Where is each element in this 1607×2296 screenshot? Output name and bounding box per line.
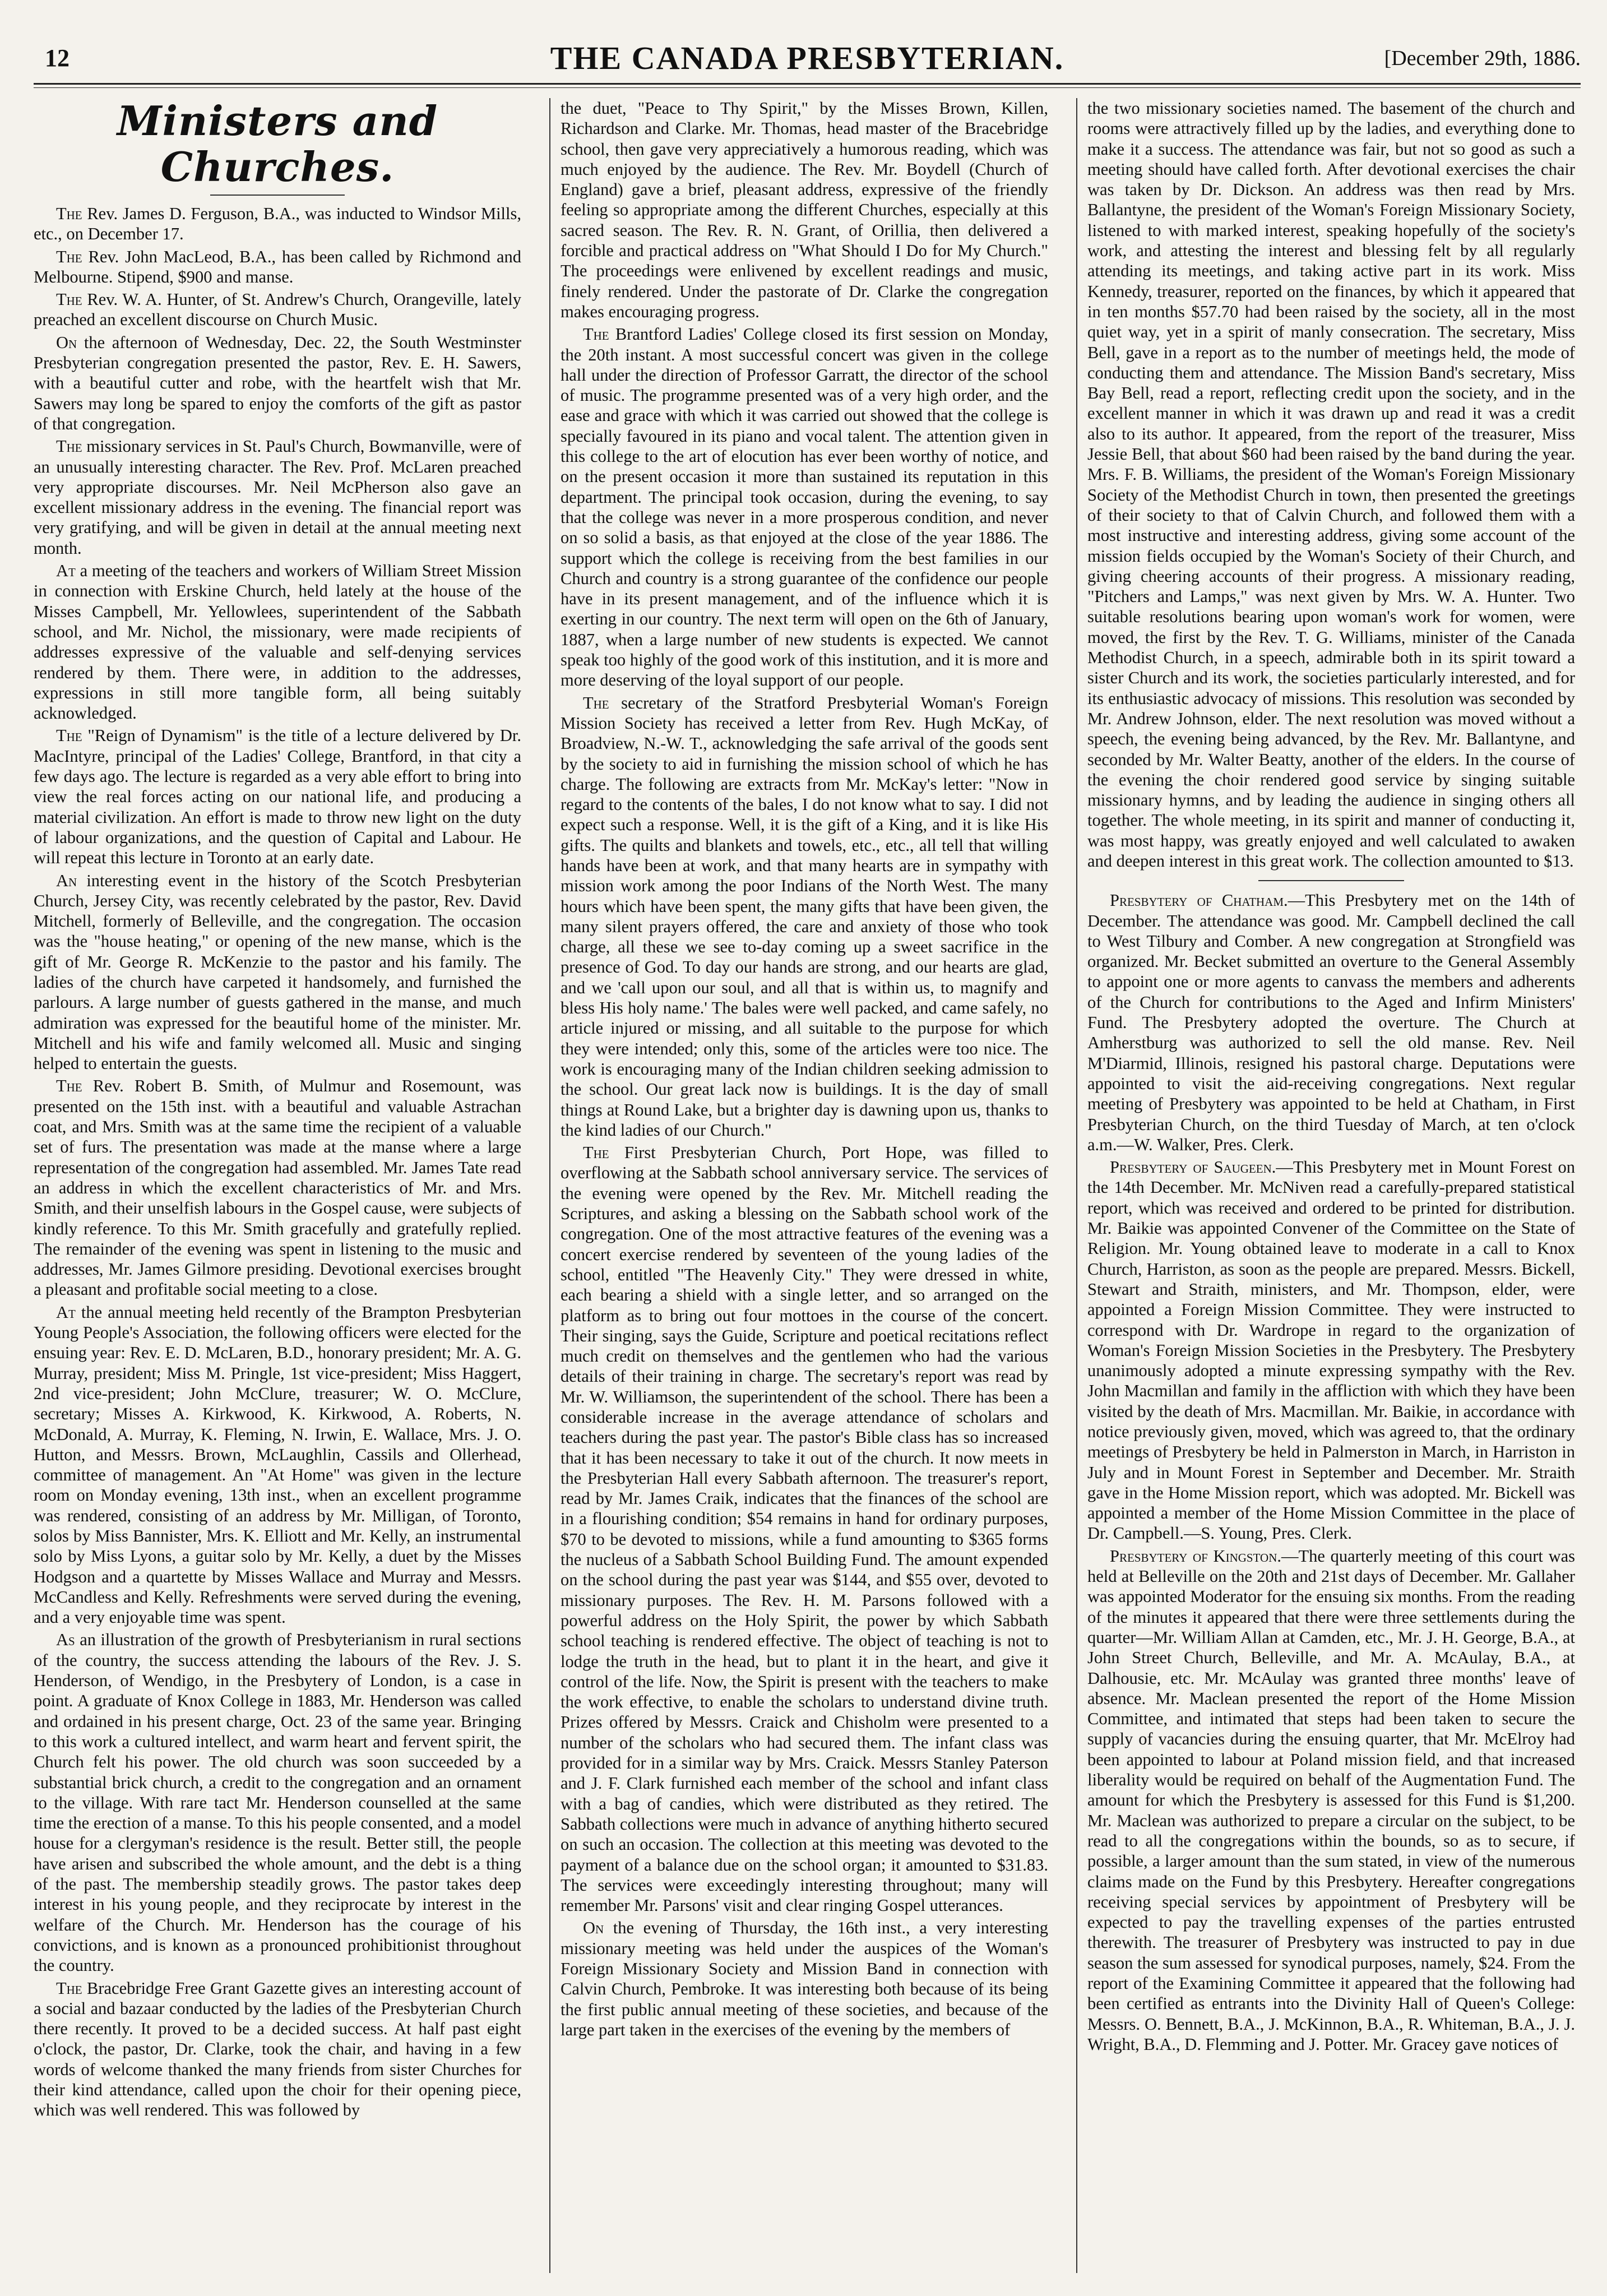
paragraph-text: the annual meeting held recently of the Brampton Presbyterian Young People's Association, the following officers were elected for the ensuing year: Rev. E. D. McLaren, B.D., honorary president; Mr. A. G. Murray, president; Miss M. Pringle, 1st vice-president; Miss Haggert, 2nd vice-president; John McClure, treasurer; W. O. McClure, secretary; Misses A. Kirkwood, K. Kirkwood, A. Roberts, N. McDonald, A. Murray, K. Fleming, N. Irwin, E. Wallace, Mrs. J. O. Hutton, and Messrs. Brown, McLaughlin, Cassils and Ollerhead, committee of management. An "At Home" was given in the lecture room on Monday evening, 13th inst., when an excellent programme was rendered, consisting of an address by Mr. Milligan, of Toronto, solos by Miss Bannister, Mrs. K. Elliott and Mr. Kelly, an instrumental solo by Miss Lyons, a guitar solo by Mr. Kelly, a duet by the Misses Hodgson and a quartette by Misses Wallace and Murray and Messrs. McCandless and Kelly. Refreshments were served during the evening, and a very enjoyable time was spent.: [34, 1302, 521, 1627]
paragraph-text: the duet, "Peace to Thy Spirit," by the Misses Brown, Killen, Richardson and Clarke. Mr. Thomas, head master of the Bracebridge school, then gave very appreciatively a humorous reading, which was much enjoyed by the audience. The Rev. Mr. Boydell (Church of England) gave a brief, pleasant address, expressive of the friendly feeling so appropriate among the different Churches, especially at this sacred season. The Rev. R. N. Grant, of Orillia, then delivered a forcible and practical address on "What Should I Do for My Church." The proceedings were enlivened by excellent readings and music, finely rendered. Under the pastorate of Dr. Clarke the congregation makes encouraging progress.: [561, 99, 1048, 321]
article-paragraph: [34, 247, 521, 288]
article-paragraph: [34, 871, 521, 1074]
paragraph-lead: The: [56, 437, 82, 456]
column-divider: [549, 98, 550, 2273]
article-paragraph: [1087, 98, 1575, 871]
article-paragraph: [34, 436, 521, 558]
column-2: [561, 98, 1048, 2273]
article-paragraph: [561, 1918, 1048, 2040]
paragraph-lead: At: [56, 1302, 76, 1322]
paragraph-lead: The: [56, 247, 82, 266]
paragraph-text: the afternoon of Wednesday, Dec. 22, the South Westminster Presbyterian congregation presented the pastor, Rev. E. H. Sawers, with a beautiful cutter and robe, with the heartfelt wish that Mr. Sawers may long be spared to enjoy the comforts of the gift as pastor of that congregation.: [34, 332, 521, 433]
column-divider: [1076, 98, 1077, 2273]
article-paragraph: [34, 1978, 521, 2121]
section-divider: [1258, 880, 1404, 881]
article-paragraph: [34, 1076, 521, 1299]
article-paragraph: [1087, 1157, 1575, 1544]
paragraph-lead: At: [56, 561, 76, 581]
article-paragraph: [1087, 890, 1575, 1155]
paragraph-lead: As: [56, 1630, 75, 1650]
paragraph-lead: The: [56, 1978, 82, 1998]
article-paragraph: [1087, 1546, 1575, 2054]
paragraph-lead: Presbytery of Saugeen.: [1110, 1158, 1276, 1177]
paragraph-text: Brantford Ladies' College closed its first session on Monday, the 20th instant. A most successful concert was given in the college hall under the direction of Professor Garratt, the director of the school of music. The programme presented was of a very high order, and the ease and grace with which it was carried out showed that the college is specially favoured in its piano and vocal talent. The attention given in this college to the art of elocution has ever been worthy of notice, and on the present occasion it more than sustained its reputation in this department. The principal took occasion, during the evening, to say that the college was never in a more prosperous condition, and never on so solid a basis, as that enjoyed at the close of the year 1886. The support which the college is receiving from the best families in our Church and country is a strong guarantee of the confidence our people have in its present management, and of the influence which it is exerting in our country. The next term will open on the 6th of January, 1887, when a large number of new students is expected. We cannot speak too highly of the good work of this institution, and it is more and more deserving of the loyal support of our people.: [561, 325, 1048, 690]
paragraph-lead: The: [56, 726, 82, 746]
paragraph-lead: The: [583, 325, 609, 344]
paragraph-lead: On: [56, 332, 77, 352]
paragraph-text: First Presbyterian Church, Port Hope, was filled to overflowing at the Sabbath school anniversary service. The services of the evening were opened by the Rev. Mr. Mitchell reading the Scriptures, and asking a blessing on the Sabbath school work of the congregation. One of the most attractive features of the evening was a concert exercise rendered by seventeen of the young ladies of the school, entitled "The Heavenly City." They were dressed in white, each bearing a shield with a single letter, and so arranged on the platform as to bring out four mottoes in the course of the concert. Their singing, says the Guide, Scripture and poetical recitations reflect much credit on themselves and the gentlemen who had the various details of their training in charge. The secretary's report was read by Mr. W. Williamson, the superintendent of the school. There has been a considerable increase in the average attendance of scholars and teachers during the past year. The pastor's Bible class has so increased that it has been necessary to take it out of the church. It now meets in the Presbyterian Hall every Sabbath afternoon. The treasurer's report, read by Mr. James Craik, indicates that the finances of the school are in a flourishing condition; $54 remains in hand for ordinary purposes, $70 to be devoted to missions, while a fund amounting to $365 forms the nucleus of a Sabbath School Building Fund. The amount expended on the school during the past year was $144, and $55 over, devoted to missionary purposes. The Rev. H. M. Parsons followed with a powerful address on the Holy Spirit, the power by which Sabbath school teaching is rendered effective. The object of teaching is not to lodge the truth in the head, but to plant it in the heart, and give it control of the life. Now, the Spirit is present with the teachers to make the work effective, to enable the scholars to understand divine truth. Prizes offered by Messrs. Craick and Chisholm were presented to a number of the scholars who had secured them. The infant class was provided for in a similar way by Mrs. Craick. Messrs Stanley Paterson and J. F. Clark furnished each member of the school and infant class with a bag of candies, which were distributed as they retired. The Sabbath collections were much in advance of anything hitherto secured on such an occasion. The collection at this meeting was devoted to the payment of a balance due on the school organ; it amounted to $31.83. The services were exceedingly interesting throughout; many will remember Mr. Parsons' visit and clear ringing Gospel utterances.: [561, 1143, 1048, 1915]
article-paragraph: [34, 561, 521, 723]
title-divider: [210, 195, 345, 196]
article-paragraph: [34, 1630, 521, 1975]
paragraph-lead: The: [583, 693, 609, 712]
issue-date: [December 29th, 1886.: [1384, 47, 1581, 70]
paragraph-lead: An: [56, 871, 77, 890]
paragraph-lead: The: [583, 1143, 609, 1163]
article-paragraph: [34, 203, 521, 244]
article-paragraph: [561, 1142, 1048, 1915]
article-paragraph: [34, 725, 521, 868]
paragraph-text: Bracebridge Free Grant Gazette gives an interesting account of a social and bazaar conducted by the ladies of the Presbyterian Church there recently. It proved to be a decided success. At half past eight o'clock, the pastor, Dr. Clarke, took the chair, and having in a few words of welcome thanked the many friends from sister Churches for their kind attendance, called upon the choir for their opening piece, which was well rendered. This was followed by: [34, 1978, 521, 2120]
paragraph-text: —The quarterly meeting of this court was held at Belleville on the 20th and 21st days of December. Mr. Gallaher was appointed Moderator for the ensuing six months. From the reading of the minutes it appeared that there were three settlements during the quarter—Mr. William Allan at Camden, etc., Mr. J. H. George, B.A., at John Street Church, Belleville, and Mr. A. McAulay, B.A., at Dalhousie, etc. Mr. McAulay was granted three months' leave of absence. Mr. Maclean presented the report of the Home Mission Committee, and intimated that steps had been taken to secure the supply of vacancies during the ensuing quarter, that Mr. McElroy had been appointed to labour at Poland mission field, and that increased liberality would be required on behalf of the Augmentation Fund. The amount for which the Presbytery is assessed for this Fund is $1,200. Mr. Maclean was authorized to prepare a circular on the subject, to be read to all the congregations within the bounds, so as to secure, if possible, a larger amount than the sum stated, in view of the numerous claims made on the Fund by this Presbytery. Hereafter congregations receiving special services by appointment of Presbytery will be expected to pay the travelling expenses of the parties entrusted therewith. The treasurer of Presbytery was instructed to pay in due season the sum assessed for synodical purposes, namely, $24. From the report of the Examining Committee it appeared that the following had been certified as entrants into the Divinity Hall of Queen's College: Messrs. O. Bennett, B.A., J. McKinnon, B.A., R. Whiteman, B.A., J. J. Wright, B.A., D. Flemming and J. Potter. Mr. Gracey gave notices of: [1087, 1546, 1575, 2054]
paragraph-lead: The: [56, 204, 82, 223]
paragraph-lead: The: [56, 1076, 82, 1096]
section-title: Ministers and Churches.: [117, 98, 438, 191]
header-rule-thin: [34, 87, 1581, 88]
article-paragraph: [34, 1302, 521, 1628]
paragraph-text: interesting event in the history of the Scotch Presbyterian Church, Jersey City, was recently celebrated by the pastor, Rev. David Mitchell, formerly of Belleville, and the congregation. The occasion was the "house heating," or opening of the new manse, which is the gift of Mr. George R. McKenzie to the pastor and his family. The ladies of the church have carpeted it handsomely, and furnished the parlours. A large number of guests gathered in the manse, and much admiration was expressed for the beautiful home of the minister. Mr. Mitchell and his wife and family welcomed all. Music and singing helped to entertain the guests.: [34, 871, 521, 1073]
article-paragraph: [34, 332, 521, 434]
paragraph-text: an illustration of the growth of Presbyterianism in rural sections of the country, the success attending the labours of the Rev. J. S. Henderson, of Wendigo, in the Presbytery of London, is a case in point. A graduate of Knox College in 1883, Mr. Henderson was called and ordained in his present charge, Oct. 23 of the same year. Bringing to this work a cultured intellect, and warm heart and fervent spirit, the Church felt his power. The old church was soon succeeded by a substantial brick church, a credit to the congregation and an ornament to the village. With rare tact Mr. Henderson counselled at the same time the erection of a manse. To this his people consented, and a model house for a clergyman's residence is the result. Better still, the people have arisen and subscribed the whole amount, and the debt is a thing of the past. The membership steadily grows. The pastor takes deep interest in his young people, and they reciprocate by interest in the welfare of the Church. Mr. Henderson has the courage of his convictions, and is known as a pronounced prohibitionist throughout the country.: [34, 1630, 521, 1975]
paragraph-lead: Presbytery of Kingston.: [1110, 1546, 1281, 1566]
paragraph-text: Rev. James D. Ferguson, B.A., was inducted to Windsor Mills, etc., on December 17.: [34, 204, 521, 244]
paragraph-text: "Reign of Dynamism" is the title of a lecture delivered by Dr. MacIntyre, principal of the Ladies' College, Brantford, in that city a few days ago. The lecture is regarded as a very able effort to bring into view the real forces acting on our national life, and producing a material civilization. An effort is made to throw new light on the duty of labour organizations, and the question of Capital and Labour. He will repeat this lecture in Toronto at an early date.: [34, 726, 521, 868]
paragraph-text: the two missionary societies named. The basement of the church and rooms were attractively filled up by the ladies, and everything done to make it a success. The attendance was fair, but not so good as such a meeting should have called forth. After devotional exercises the chair was taken by Dr. Dickson. An address was then read by Mrs. Ballantyne, the president of the Woman's Foreign Missionary Society, listened to with marked interest, speaking hopefully of the society's work, and attesting the interest and blessing felt by all regularly attending its meetings, and taking active part in its work. Miss Kennedy, treasurer, reported on the finances, by which it appeared that in ten months $57.70 had been raised by the society, all in the most quiet way, yet in a spirit of manly consecration. The secretary, Miss Bell, gave in a report as to the number of meetings held, the mode of conducting them and attendance. The Mission Band's secretary, Miss Bay Bell, read a report, reflecting credit upon the society, and in the excellent manner in which it was drawn up and read it was a credit also to its author. It appeared, from the report of the treasurer, Miss Jessie Bell, that about $60 had been raised by the band during the year. Mrs. F. B. Williams, the president of the Woman's Foreign Missionary Society of the Methodist Church in town, then presented the greetings of their society to that of Calvin Church, and followed them with a most instructive and interesting address, giving some account of the mission fields occupied by the Woman's Society of their Church, and giving cheering accounts of their progress. A missionary reading, "Pitchers and Lamps," was next given by Mrs. W. A. Hunter. Two suitable resolutions bearing upon woman's work for women, were moved, the first by the Rev. T. G. Williams, minister of the Canada Methodist Church, in a speech, admirable both in its spirit toward a sister Church and its work, the societies particularly interested, and for its enthusiastic advocacy of missions. This resolution was seconded by Mr. Andrew Johnson, elder. The next resolution was moved without a speech, the evening being advanced, by the Rev. Mr. Ballantyne, and seconded by Mr. Walter Beatty, another of the elders. In the course of the evening the choir rendered good service by singing suitable missionary hymns, and by leading the audience in singing others all together. The whole meeting, in its spirit and manner of conducting it, was most happy, was greatly enjoyed and well calculated to awaken and deepen interest in this great work. The collection amounted to $13.: [1087, 99, 1575, 871]
page-header: [34, 39, 1581, 78]
paragraph-text: —This Presbytery met in Mount Forest on the 14th December. Mr. McNiven read a carefully-prepared statistical report, which was received and ordered to be printed for distribution. Mr. Baikie was appointed Convener of the Committee on the State of Religion. Mr. Young obtained leave to moderate in a call to Knox Church, Harriston, as soon as the people are prepared. Messrs. Bickell, Stewart and Straith, ministers, and Mr. Thompson, elder, were appointed a Foreign Mission Committee. They were instructed to correspond with Dr. Wardrope in regard to the organization of Woman's Foreign Mission Societies in the Presbytery. The Presbytery unanimously adopted a minute expressing sympathy with the Rev. John Macmillan and family in the affliction with which they have been visited by the death of Mrs. Macmillan. Mr. Baikie, in accordance with notice previously given, moved, which was agreed to, that the ordinary meetings of Presbytery be held in Palmerston in March, in Harriston in July and in Mount Forest in September and December. Mr. Straith gave in the Home Mission report, which was adopted. Mr. Bickell was appointed a member of the Home Mission Committee in the place of Dr. Campbell.—S. Young, Pres. Clerk.: [1087, 1158, 1575, 1543]
paragraph-text: Rev. John MacLeod, B.A., has been called by Richmond and Melbourne. Stipend, $900 and manse.: [34, 247, 521, 286]
paragraph-lead: On: [583, 1918, 604, 1938]
paragraph-text: —This Presbytery met on the 14th of December. The attendance was good. Mr. Campbell declined the call to West Tilbury and Comber. A new congregation at Strongfield was organized. Mr. Becket submitted an overture to the General Assembly to appoint one or more agents to canvass the members and adherents of the Church for contributions to the Aged and Infirm Ministers' Fund. The Presbytery adopted the overture. The Church at Amherstburg was authorized to sell the old manse. Rev. Neil M'Diarmid, Illinois, resigned his pastoral charge. Deputations were appointed to visit the aid-receiving congregations. Next regular meeting of Presbytery was appointed to be held at Chatham, in First Presbyterian Church, on the third Tuesday of March, at ten o'clock a.m.—W. Walker, Pres. Clerk.: [1087, 891, 1575, 1154]
page-number: 12: [45, 44, 70, 72]
paragraph-text: Rev. W. A. Hunter, of St. Andrew's Church, Orangeville, lately preached an excellent discourse on Church Music.: [34, 290, 521, 330]
paragraph-text: secretary of the Stratford Presbyterial Woman's Foreign Mission Society has received a letter from Rev. Hugh McKay, of Broadview, N.-W. T., acknowledging the safe arrival of the goods sent by the society to aid in furnishing the mission school of which he has charge. The following are extracts from Mr. McKay's letter: "Now in regard to the contents of the bales, I do not know what to say. I did not expect such a response. Well, it is the gift of a King, and it is like His gifts. The quilts and blankets and towels, etc., etc., all tell that willing hands have been at work, and that many hearts are in sympathy with mission work among the poor Indians of the North West. The many hours which have been spent, the many gifts that have been given, the many silent prayers offered, the care and anxiety of those who took charge, all these we see to-day coming up a sweet sacrifice in the presence of God. To day our hands are strong, and our hearts are glad, and we 'call upon our soul, and all that is within us, to magnify and bless His holy name.' The bales were well packed, and came safely, no article injured or missing, and all suitable to the purpose for which they were intended; only this, some of the articles were too nice. The work is encouraging many of the Indian children seeking admission to the school. Our great lack now is buildings. It is the day of small things at Round Lake, but a brighter day is dawning upon us, thanks to the kind ladies of our Church.": [561, 693, 1048, 1140]
paragraph-text: Rev. Robert B. Smith, of Mulmur and Rosemount, was presented on the 15th inst. with a beautiful and valuable Astrachan coat, and Mrs. Smith was at the same time the recipient of a valuable set of furs. The presentation was made at the manse where a large representation of the congregation had assembled. Mr. James Tate read an address in which the excellent characteristics of Mr. and Mrs. Smith, and their unselfish labours in the Gospel cause, were subjects of kindly reference. To this Mr. Smith gracefully and gratefully replied. The remainder of the evening was spent in listening to the music and addresses, Mr. James Gilmore presiding. Devotional exercises brought a pleasant and profitable social meeting to a close.: [34, 1076, 521, 1299]
paragraph-lead: The: [56, 290, 82, 309]
paragraph-text: the evening of Thursday, the 16th inst., a very interesting missionary meeting was held under the auspices of the Woman's Foreign Missionary Society and Mission Band in connection with Calvin Church, Pembroke. It was interesting both because of its being the first public annual meeting of these societies, and because of the large part taken in the exercises of the evening by the members of: [561, 1918, 1048, 2039]
column-3: [1087, 98, 1575, 2273]
article-paragraph: [34, 289, 521, 330]
paragraph-lead: Presbytery of Chatham.: [1110, 891, 1288, 910]
column-1: [34, 98, 521, 2273]
paragraph-text: missionary services in St. Paul's Church, Bowmanville, were of an unusually interesting character. The Rev. Prof. McLaren preached very appropriate discourses. Mr. Neil McPherson also gave an excellent missionary address in the evening. The financial report was very gratifying, and will be given in detail at the annual meeting next month.: [34, 437, 521, 558]
article-paragraph: [561, 693, 1048, 1141]
article-paragraph: [561, 98, 1048, 322]
paragraph-text: a meeting of the teachers and workers of William Street Mission in connection with Erskine Church, held lately at the house of the Misses Campbell, Mr. Yellowlees, superintendent of the Sabbath school, and Mr. Nichol, the missionary, were made recipients of addresses expressive of the valuable and self-denying services rendered by them. There were, in addition to the addresses, expressions in still more tangible form, all being suitably acknowledged.: [34, 561, 521, 723]
header-rule: [34, 83, 1581, 85]
masthead: THE CANADA PRESBYTERIAN.: [550, 40, 1064, 76]
article-paragraph: [561, 324, 1048, 690]
